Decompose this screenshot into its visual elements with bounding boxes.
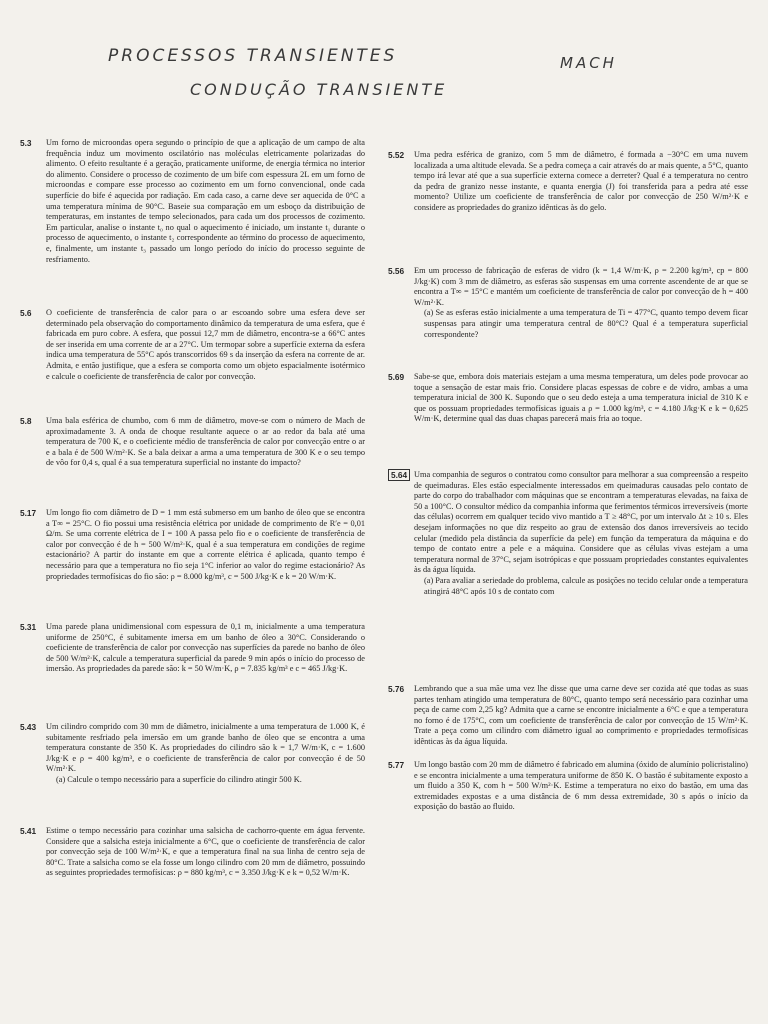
problem-body: Em um processo de fabricação de esferas de vidro (k = 1,4 W/m·K, ρ = 2.200 kg/m³, cp = 800 J/kg·K) com 3 mm de diâmetro, as esferas são suspensas em uma corrente ascendente de ar que se encontra a T∞ = 15°C e mantém um coeficiente de transferência de calor por convecção de h = 400 W/m²·K. (414, 266, 748, 307)
problem-5-52 (388, 150, 748, 214)
problem-number-boxed: 5.64 (388, 469, 410, 481)
problem-5-17 (20, 508, 365, 582)
problem-text (414, 266, 748, 340)
handwritten-author: MACH (560, 54, 617, 72)
problem-number: 5.6 (20, 308, 32, 318)
problem-text: Um forno de microondas opera segundo o princípio de que a aplicação de um campo de alta frequência induz um movimento oscilatório nas moléculas eletricamente polarizadas do alimento. O efeito resultante é a geração, praticamente uniforme, de energia térmica no interior do alimento. Considere o processo de cozimento de um bife com espessura 2L em um forno de microondas e compare esse processo ao cozimento em um forno convencional, onde cada superfície do bife é aquecida por radiação. Em cada caso, a carne deve ser aquecida de 0°C a uma temperatura mínima de 90°C. Baseie sua comparação em um esboço da distribuição de temperaturas, em instantes de tempo selecionados, para cada um dos processos de cozimento. Em particular, analise o instante t₀ no qual o aquecimento é iniciado, um instante t₁ durante o processo de aquecimento, o instante t₂ correspondente ao término do processo de aquecimento, e, finalmente, um instante t₃ passado um longo período do início do processo seguinte de resfriamento. (46, 138, 365, 264)
problem-number: 5.8 (20, 416, 32, 426)
problem-text: Lembrando que a sua mãe uma vez lhe disse que uma carne deve ser cozida até que todas as suas partes tenham atingido uma temperatura de 80°C, quanto tempo será necessário para cozinhar uma peça de carne com 2,25 kg? Admita que a carne se encontre inicialmente a 6°C e que a temperatura no forno é de 175°C, com um coeficiente de transferência de calor por convecção de 15 W/m²·K. Trate a peça como um cilindro com diâmetro igual ao comprimento e propriedades termofísicas idênticas às da água líquida. (414, 684, 748, 746)
problem-number: 5.52 (388, 150, 405, 160)
problem-number: 5.76 (388, 684, 405, 694)
problem-text (414, 470, 748, 597)
problem-5-3 (20, 138, 365, 265)
problem-5-69 (388, 372, 748, 425)
problem-subitem: (a) Calcule o tempo necessário para a superfície do cilindro atingir 500 K. (56, 774, 302, 784)
problem-text: O coeficiente de transferência de calor para o ar escoando sobre uma esfera deve ser determinado pela observação do comportamento dinâmico da temperatura de uma esfera, que é fabricada em puro cobre. A esfera, que possui 12,7 mm de diâmetro, encontra-se a 66°C antes de ser inserida em uma corrente de ar a 27°C. Um termopar sobre a superfície externa da esfera indica uma temperatura de 55°C após transcorridos 69 s da inserção da esfera na corrente de ar. Admita, e então justifique, que a esfera se comporta como um objeto espacialmente isotérmico e calcule o coeficiente de transferência de calor por convecção. (46, 308, 365, 381)
problem-number: 5.41 (20, 826, 37, 836)
problem-text: Um longo bastão com 20 mm de diâmetro é fabricado em alumina (óxido de alumínio policristalino) e se encontra inicialmente a uma temperatura uniforme de 850 K. O bastão é subitamente exposto a um fluido a 350 K, com h = 500 W/m²·K. Estime a temperatura no eixo do bastão, em uma das extremidades expostas e a uma distância de 6 mm dessa extremidade, 30 s após o início da exposição do bastão ao fluido. (414, 760, 748, 812)
problem-text: Sabe-se que, embora dois materiais estejam a uma mesma temperatura, um deles pode provocar ao toque a sensação de estar mais frio. Considere placas espessas de cobre e de vidro, ambas a uma temperatura inicial de 300 K. Supondo que o seu dedo esteja a uma temperatura inicial de 310 K e que os possuam propriedades termofísicas iguais a ρ = 1.000 kg/m³, c = 4.180 J/kg·K e k = 0,625 W/m·K, determine qual das duas chapas parecerá mais fria ao toque. (414, 372, 748, 424)
problem-text: Uma pedra esférica de granizo, com 5 mm de diâmetro, é formada a −30°C em uma nuvem localizada a uma altitude elevada. Se a pedra começa a cair através do ar mais quente, a 5°C, quanto tempo irá levar até que a sua superfície externa comece a derreter? Qual é a temperatura no centro da pedra de granizo nesse instante, e quanta energia (J) foi transferida para a pedra até esse momento? Utilize um coeficiente de transferência de calor por convecção de 250 W/m²·K e considere as propriedades do granizo idênticas às do gelo. (414, 150, 748, 212)
problem-5-43 (20, 722, 365, 786)
problem-body: Uma companhia de seguros o contratou como consultor para melhorar a sua compreensão a respeito de queimaduras. Eles estão especialmente interessados em queimaduras causadas pelo contato de parte do corpo do trabalhador com máquinas que se encontram a temperaturas elevadas, na faixa de 50 a 100°C. O consultor médico da companhia informa que ferimentos térmicos irreversíveis (morte das células) ocorrem em qualquer tecido vivo mantido a T ≥ 48°C, por um intervalo Δt ≥ 10 s. Eles desejam informações no que diz respeito ao grau de extensão dos danos irreversíveis ao tecido celular (medido pela distância da superfície da pele) em função da temperatura da máquina e do tempo de contato entre a pele e a máquina. Considere que as células vivas estejam a uma temperatura normal de 37°C, sejam isotrópicas e que possuam propriedades constantes equivalentes às da água líquida. (414, 470, 748, 575)
problem-5-41 (20, 826, 365, 879)
problem-number: 5.3 (20, 138, 32, 148)
problem-number: 5.31 (20, 622, 37, 632)
problem-5-64 (388, 470, 748, 597)
handwritten-subtitle: CONDUÇÃO TRANSIENTE (190, 80, 448, 99)
problem-text: Uma parede plana unidimensional com espessura de 0,1 m, inicialmente a uma temperatura uniforme de 250°C, é subitamente imersa em um banho de óleo a 30°C. Considerando o coeficiente de transferência de calor por convecção nas superfícies da parede no banho de óleo de 500 W/m²·K, calcule a temperatura superficial da parede 9 min após o início do processo de imersão. As propriedades da parede são: k = 50 W/m·K, ρ = 7.835 kg/m³ e c = 465 J/kg·K. (46, 622, 365, 674)
problem-subitem: (a) Para avaliar a seriedade do problema, calcule as posições no tecido celular onde a temperatura atingirá 48°C após 10 s de contato com (424, 575, 748, 596)
problem-text (46, 722, 365, 786)
problem-5-56 (388, 266, 748, 340)
problem-5-6 (20, 308, 365, 382)
problem-5-8 (20, 416, 365, 469)
problem-number: 5.43 (20, 722, 37, 732)
problem-number: 5.56 (388, 266, 405, 276)
problem-text: Estime o tempo necessário para cozinhar uma salsicha de cachorro-quente em água fervente. Considere que a salsicha esteja inicialmente a 6°C, que o coeficiente de transferência de calor por convecção seja de 100 W/m²·K, e que a temperatura final na sua linha de centro seja de 80°C. Trate a salsicha como se ela fosse um longo cilindro com 20 mm de diâmetro, possuindo as seguintes propriedades termofísicas: ρ = 880 kg/m³, c = 3.350 J/kg·K e k = 0,52 W/m·K. (46, 826, 365, 878)
problem-5-31 (20, 622, 365, 675)
problem-body: Um cilindro comprido com 30 mm de diâmetro, inicialmente a uma temperatura de 1.000 K, é subitamente resfriado pela imersão em um grande banho de óleo que se encontra a uma temperatura constante de 350 K. As propriedades do cilindro são k = 1,7 W/m·K, c = 1.600 J/kg·K e ρ = 400 kg/m³, e o coeficiente de transferência de calor por convecção é de 50 W/m²·K. (46, 722, 365, 774)
problem-text: Uma bala esférica de chumbo, com 6 mm de diâmetro, move-se com o número de Mach de aproximadamente 3. A onda de choque resultante aquece o ar ao redor da bala até uma temperatura de 700 K, e o coeficiente médio de transferência de calor por convecção entre o ar e a bala é de 500 W/m²·K. Se a bala deixar a arma a uma temperatura de 300 K e o seu tempo de vôo for 0,4 s, qual é a sua temperatura superficial no instante do impacto? (46, 416, 365, 468)
problem-subitem: (a) Se as esferas estão inicialmente a uma temperatura de Ti = 477°C, quanto tempo devem ficar suspensas para atingir uma temperatura central de 80°C? Qual é a temperatura superficial correspondente? (424, 308, 748, 339)
problem-number: 5.77 (388, 760, 405, 770)
problem-number: 5.69 (388, 372, 405, 382)
problem-5-76 (388, 684, 748, 748)
problem-text: Um longo fio com diâmetro de D = 1 mm está submerso em um banho de óleo que se encontra a T∞ = 25°C. O fio possui uma resistência elétrica por unidade de comprimento de R′e = 0,01 Ω/m. Se uma corrente elétrica de I = 100 A passa pelo fio e o coeficiente de transferência de calor por convecção é de h = 500 W/m²·K, qual é a sua temperatura em condições de regime estacionário? A partir do instante em que a corrente elétrica é aplicada, quanto tempo é necessário para que a temperatura no fio seja 1°C inferior ao valor do regime estacionário? As propriedades termofísicas do fio são: ρ = 8.000 kg/m³, c = 500 J/kg·K e k = 20 W/m·K. (46, 508, 365, 581)
handwritten-title: PROCESSOS TRANSIENTES (108, 46, 398, 66)
problem-5-77 (388, 760, 748, 813)
problem-number: 5.17 (20, 508, 37, 518)
